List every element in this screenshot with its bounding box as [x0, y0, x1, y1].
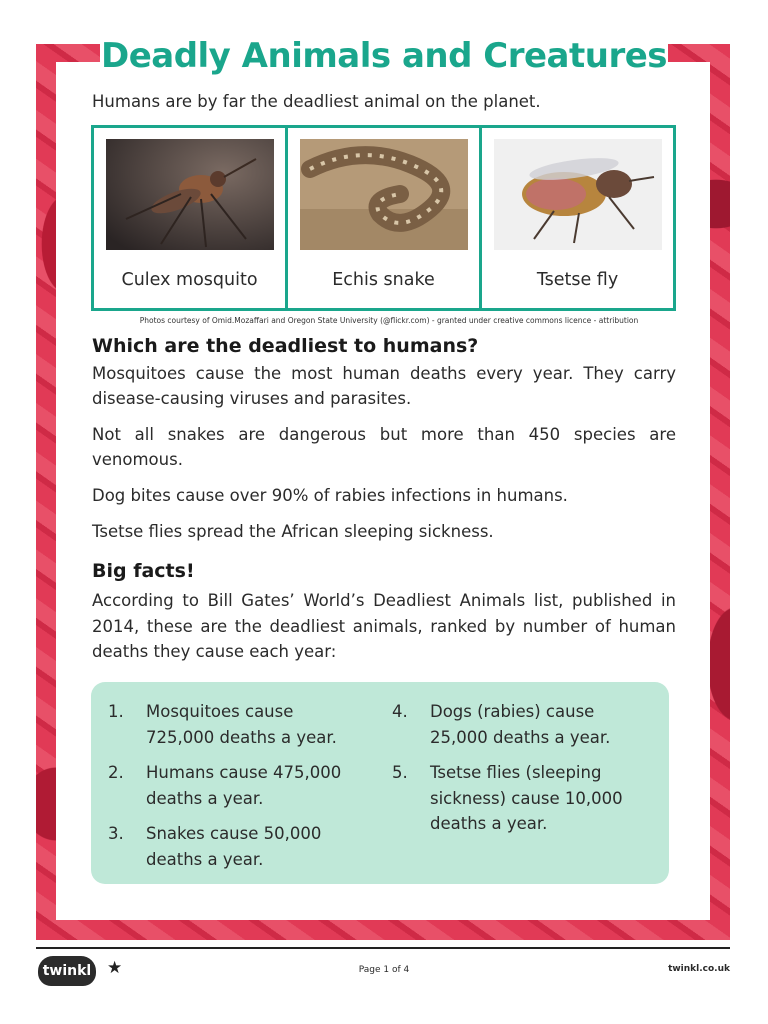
fact-item: [392, 699, 650, 750]
paragraph: Tsetse flies spread the African sleeping sickness.: [92, 522, 494, 541]
photo-caption: Tsetse fly: [536, 270, 619, 290]
page-title: Deadly Animals and Creatures: [100, 36, 668, 76]
photo-caption: Culex mosquito: [121, 270, 258, 290]
fact-text: Humans cause 475,000 deaths a year.: [146, 763, 342, 808]
fact-text: Dogs (rabies) cause 25,000 deaths a year.: [430, 702, 611, 747]
fact-text: Mosquitoes cause 725,000 deaths a year.: [146, 702, 337, 747]
fly-photo: [494, 139, 662, 250]
paragraph: Mosquitoes cause the most human deaths every year. They carry disease-causing viruses and parasites.: [92, 364, 676, 408]
photo-cell-snake: [288, 128, 482, 308]
section-heading-deadliest: Which are the deadliest to humans?: [92, 335, 479, 357]
paragraph: Not all snakes are dangerous but more than 450 species are venomous.: [92, 425, 676, 469]
fact-item: [392, 760, 650, 837]
photo-credit: Photos courtesy of Omid.Mozaffari and Oregon State University (@flickr.com) - granted under creative commons licence - attribution: [139, 316, 639, 325]
fact-number: 4.: [392, 702, 408, 721]
twinkl-logo[interactable]: twinkl: [38, 956, 96, 986]
photo-caption: Echis snake: [332, 270, 435, 290]
paragraph: According to Bill Gates’ World’s Deadliest Animals list, published in 2014, these are the deadliest animals, ranked by number of human deaths they cause each year:: [92, 591, 676, 661]
fact-item: [108, 760, 366, 811]
mosquito-photo: [106, 139, 274, 250]
fact-number: 2.: [108, 763, 124, 782]
photo-table: [91, 125, 676, 311]
fact-number: 1.: [108, 702, 124, 721]
section-heading-big-facts: Big facts!: [92, 560, 195, 582]
star-icon[interactable]: ★: [107, 958, 123, 978]
photo-cell-mosquito: [94, 128, 288, 308]
fact-number: 5.: [392, 763, 408, 782]
fact-text: Tsetse flies (sleeping sickness) cause 10,000 deaths a year.: [430, 763, 623, 833]
page-number: Page 1 of 4: [358, 965, 410, 975]
fact-item: [108, 699, 366, 750]
fact-text: Snakes cause 50,000 deaths a year.: [146, 824, 322, 869]
intro-text: Humans are by far the deadliest animal on the planet.: [92, 92, 541, 111]
fact-item: [108, 821, 366, 872]
photo-cell-fly: [482, 128, 673, 308]
footer-divider: [36, 947, 730, 949]
paragraph: Dog bites cause over 90% of rabies infections in humans.: [92, 486, 568, 505]
snake-photo: [300, 139, 468, 250]
fact-number: 3.: [108, 824, 124, 843]
site-link[interactable]: twinkl.co.uk: [668, 964, 730, 974]
